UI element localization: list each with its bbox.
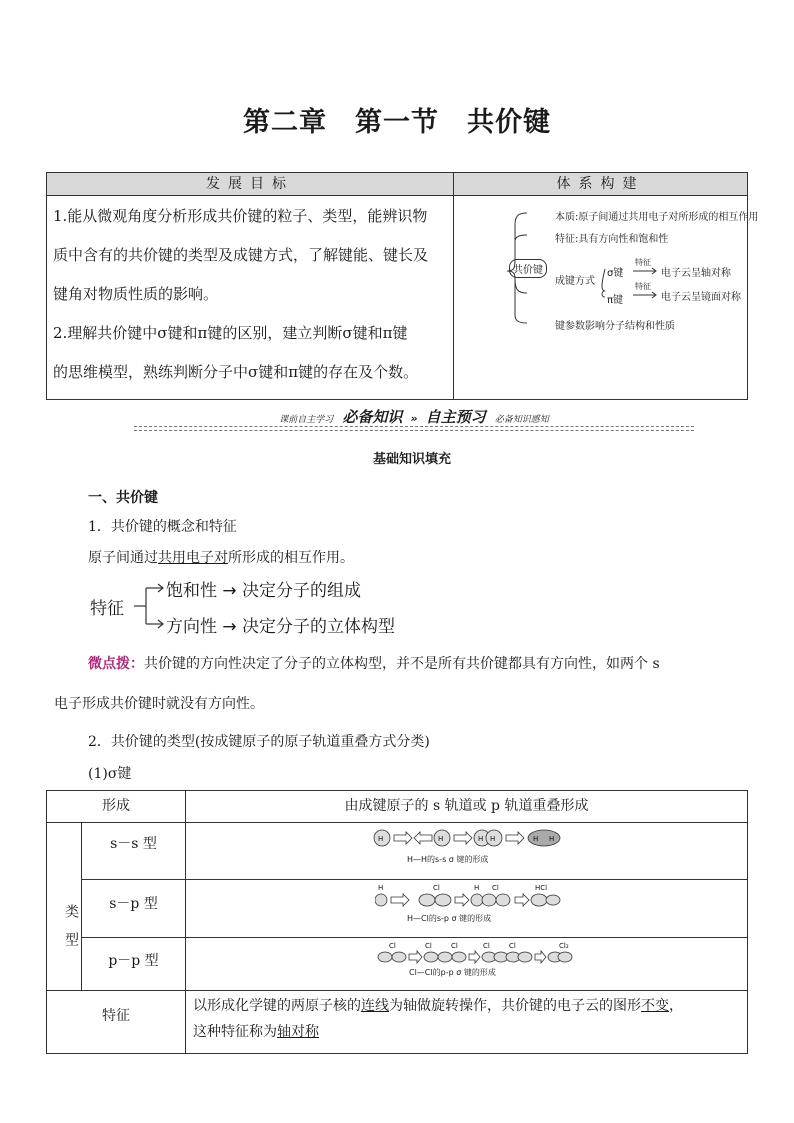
goal-text: 2.理解共价键中σ键和π键的区别，建立判断σ键和π键 — [53, 324, 408, 342]
feature-line1: 饱和性 → 决定分子的组成 — [166, 581, 362, 601]
atom-label: H — [490, 835, 496, 843]
formation-label: 形成 — [102, 798, 130, 814]
feature-key: 轴对称 — [277, 1024, 319, 1040]
pp-orbital-diagram — [377, 941, 577, 965]
concept-root: 共价键 — [509, 259, 547, 278]
objectives-table — [46, 172, 759, 400]
atom-label: Cl — [483, 942, 490, 950]
banner-arrow-icon: » — [410, 412, 418, 425]
atom-label: H — [478, 835, 484, 843]
banner-divider — [134, 426, 694, 431]
concept-params: 键参数影响分子结构和性质 — [555, 321, 675, 332]
atom-label: H — [438, 835, 444, 843]
section-banner — [134, 406, 694, 428]
tip-line1: 微点拨：共价键的方向性决定了分子的立体构型，并不是所有共价键都具有方向性，如两个 s — [88, 656, 660, 672]
ss-orbital-diagram — [372, 827, 562, 849]
feature-label-cell: 特征 — [102, 1008, 130, 1024]
feature-value-cell: 以形成化学键的两原子核的连线为轴做旋转操作，共价键的电子云的图形不变， 这种特征称为轴对称 — [193, 998, 683, 1040]
feature-diagram — [90, 572, 490, 642]
atom-label: H — [378, 835, 384, 843]
row-name-sp: s－p 型 — [109, 896, 158, 912]
concept-essence: 本质:原子间通过共用电子对所形成的相互作用 — [555, 212, 759, 223]
atom-label: Cl₂ — [559, 942, 569, 950]
definition: 原子间通过共用电子对所形成的相互作用。 — [88, 550, 354, 566]
formation-value: 由成键原子的 s 轨道或 p 轨道重叠形成 — [344, 798, 589, 814]
row-name-pp: p－p 型 — [108, 953, 159, 969]
concept-sigma-result: 电子云呈轴对称 — [661, 268, 731, 279]
atom-label: Cl — [509, 942, 516, 950]
atom-label: Cl — [425, 942, 432, 950]
goal-text: 的思维模型，熟练判断分子中σ键和π键的存在及个数。 — [53, 363, 419, 381]
goal-text: 1.能从微观角度分析形成共价键的粒子、类型，能辨识物 — [53, 207, 428, 225]
atom-label: HCl — [535, 884, 548, 892]
feature-key: 不变 — [641, 998, 669, 1014]
sp-orbital-diagram — [375, 883, 565, 909]
banner-main1: 必备知识 — [342, 408, 403, 426]
feature-label: 特征 — [90, 599, 124, 619]
definition-key: 共用电子对 — [158, 550, 228, 566]
concept-pi-result: 电子云呈镜面对称 — [661, 292, 741, 303]
atom-label: H — [474, 884, 480, 892]
item-heading: 1．共价键的概念和特征 — [88, 519, 237, 535]
page-title — [0, 100, 794, 139]
goal-text: 键角对物质性质的影响。 — [53, 285, 219, 303]
tip-line2: 电子形成共价键时就没有方向性。 — [54, 696, 264, 712]
objectives-header-right: 体系构建 — [454, 173, 747, 196]
tip-label: 微点拨： — [88, 656, 144, 672]
pill-heading: 基础知识填充 — [347, 451, 477, 469]
banner-left: 课前自主学习 — [279, 415, 334, 425]
atom-label: Cl — [492, 884, 499, 892]
section-heading: 一、共价键 — [88, 490, 158, 506]
ss-caption: H—H的s-s σ 键的形成 — [407, 855, 489, 864]
atom-label: H — [533, 835, 539, 843]
atom-label: Cl — [389, 942, 396, 950]
feature-line2: 方向性 → 决定分子的立体构型 — [166, 617, 396, 637]
sp-caption: H—Cl的s-p σ 键的形成 — [407, 914, 492, 923]
chapter-label: 第二章 — [243, 107, 327, 138]
section-label: 第一节 — [355, 107, 439, 138]
sub-heading: (1)σ键 — [88, 766, 132, 782]
atom-label: H — [549, 835, 555, 843]
row-name-ss: s－s 型 — [110, 836, 157, 852]
goal-text: 质中含有的共价键的类型及成键方式，了解键能、键长及 — [53, 246, 429, 264]
topic-label: 共价键 — [467, 107, 551, 138]
concept-feature: 特征:具有方向性和饱和性 — [555, 234, 669, 245]
atom-label: Cl — [451, 942, 458, 950]
pp-caption: Cl—Cl的p-p σ 键的形成 — [409, 968, 496, 977]
concept-pi: π键 — [607, 295, 624, 306]
concept-sigma: σ键 — [607, 268, 624, 279]
development-goals — [53, 197, 449, 392]
atom-label: Cl — [433, 884, 440, 892]
atom-label: H — [378, 884, 384, 892]
feature-key: 连线 — [361, 998, 389, 1014]
item-heading-2: 2．共价键的类型(按成键原子的原子轨道重叠方式分类) — [88, 734, 430, 750]
concept-map — [455, 197, 759, 397]
objectives-header-left: 发展目标 — [47, 173, 454, 196]
sigma-table — [46, 790, 748, 1054]
concept-bonding: 成键方式 — [555, 276, 595, 287]
concept-pi-arrow: 特征 — [635, 282, 651, 291]
banner-right: 必备知识感知 — [494, 415, 549, 425]
type-label: 类型 — [63, 904, 79, 960]
concept-sigma-arrow: 特征 — [635, 258, 651, 267]
banner-main2: 自主预习 — [425, 408, 486, 426]
